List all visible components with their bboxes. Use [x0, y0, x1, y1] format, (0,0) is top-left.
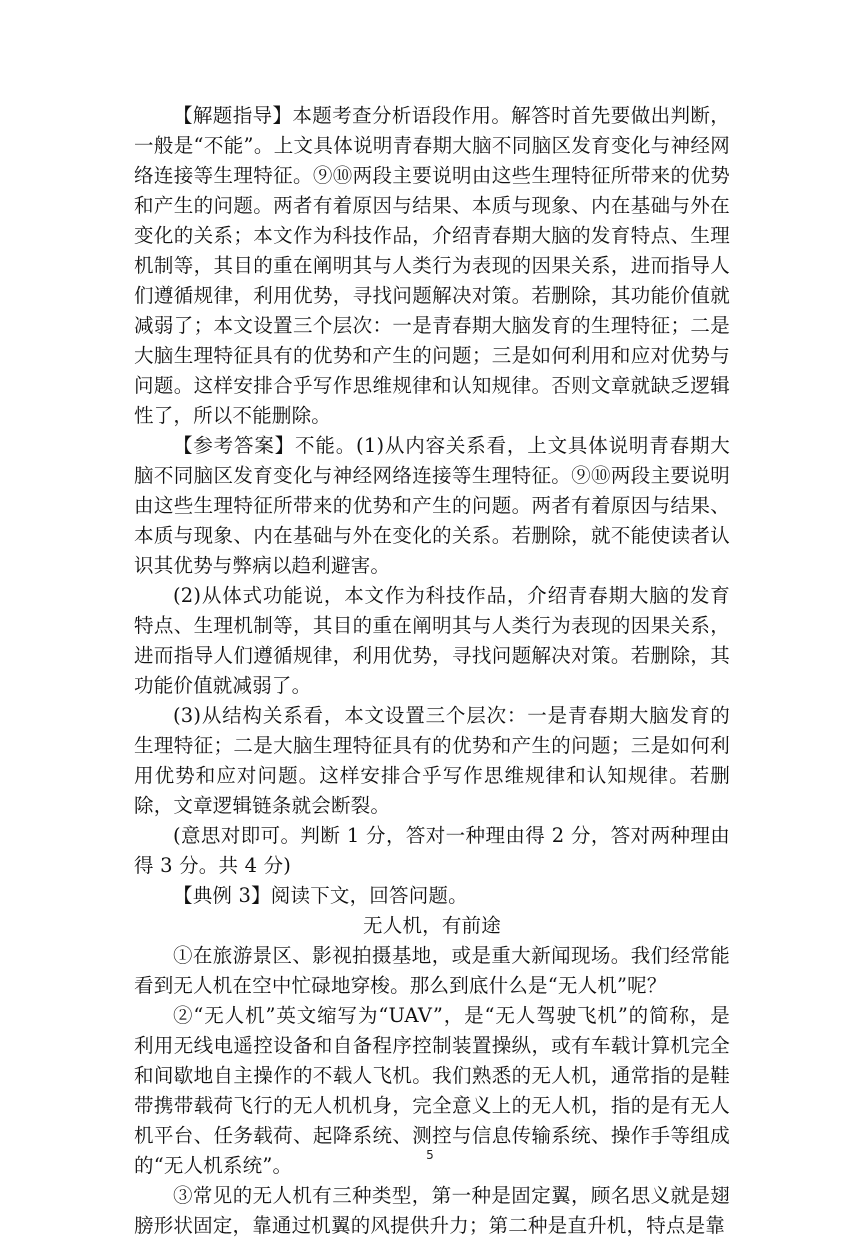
page-number: 5	[426, 1148, 434, 1162]
example-3-heading: 【典例 3】阅读下文，回答问题。	[173, 884, 468, 907]
solution-guide-paragraph: 【解题指导】本题考查分析语段作用。解答时首先要做出判断，一般是“不能”。上文具体说明青春期大脑不同脑区发育变化与神经网络连接等生理特征。⑨⑩两段主要说明由这些生理特征所带来的优势和产生的问题。两者有着原因与结果、本质与现象、内在基础与外在变化的关系；本文作为科技作品，介绍青春期大脑的发育特点、生理机制等，其目的重在阐明其与人类行为表现的因果关系，进而指导人们遵循规律，利用优势，寻找问题解决对策。若删除，其功能价值就减弱了；本文设置三个层次：一是青春期大脑发育的生理特征；二是大脑生理特征具有的优势和产生的问题；三是如何利用和应对优势与问题。这样安排合乎写作思维规律和认知规律。否则文章就缺乏逻辑性了，所以不能删除。	[134, 104, 730, 427]
answer-point-2-paragraph: (2)从体式功能说，本文作为科技作品，介绍青春期大脑的发育特点、生理机制等，其目的重在阐明其与人类行为表现的因果关系，进而指导人们遵循规律，利用优势，寻找问题解决对策。若删除，其功能价值就减弱了。	[134, 584, 730, 697]
article-paragraph-1: ①在旅游景区、影视拍摄基地，或是重大新闻现场。我们经常能看到无人机在空中忙碌地穿梭。那么到底什么是“无人机”呢？	[134, 944, 730, 997]
article-title: 无人机，有前途	[363, 914, 501, 937]
article-paragraph-3: ③常见的无人机有三种类型，第一种是固定翼，顾名思义就是翅膀形状固定，靠通过机翼的风提供升力；第二种是直升机，特点是靠	[134, 1184, 730, 1237]
scoring-note-paragraph: (意思对即可。判断 1 分，答对一种理由得 2 分，答对两种理由得 3 分。共 4 分)	[134, 824, 730, 877]
reference-answer-paragraph: 【参考答案】不能。(1)从内容关系看，上文具体说明青春期大脑不同脑区发育变化与神经网络连接等生理特征。⑨⑩两段主要说明由这些生理特征所带来的优势和产生的问题。两者有着原因与结果、本质与现象、内在基础与外在变化的关系。若删除，就不能使读者认识其优势与弊病以趋利避害。	[134, 434, 730, 577]
article-paragraph-2: ②“无人机”英文缩写为“UAV”，是“无人驾驶飞机”的简称，是利用无线电遥控设备和自备程序控制装置操纵，或有车载计算机完全和间歇地自主操作的不载人飞机。我们熟悉的无人机，通常指的是鞋带携带载荷飞行的无人机机身，完全意义上的无人机，指的是有无人机平台、任务载荷、起降系统、测控与信息传输系统、操作手等组成的“无人机系统”。	[134, 1004, 730, 1177]
answer-point-3-paragraph: (3)从结构关系看，本文设置三个层次：一是青春期大脑发育的生理特征；二是大脑生理特征具有的优势和产生的问题；三是如何利用优势和应对问题。这样安排合乎写作思维规律和认知规律。若删除，文章逻辑链条就会断裂。	[134, 704, 730, 817]
document-body	[134, 101, 730, 1241]
